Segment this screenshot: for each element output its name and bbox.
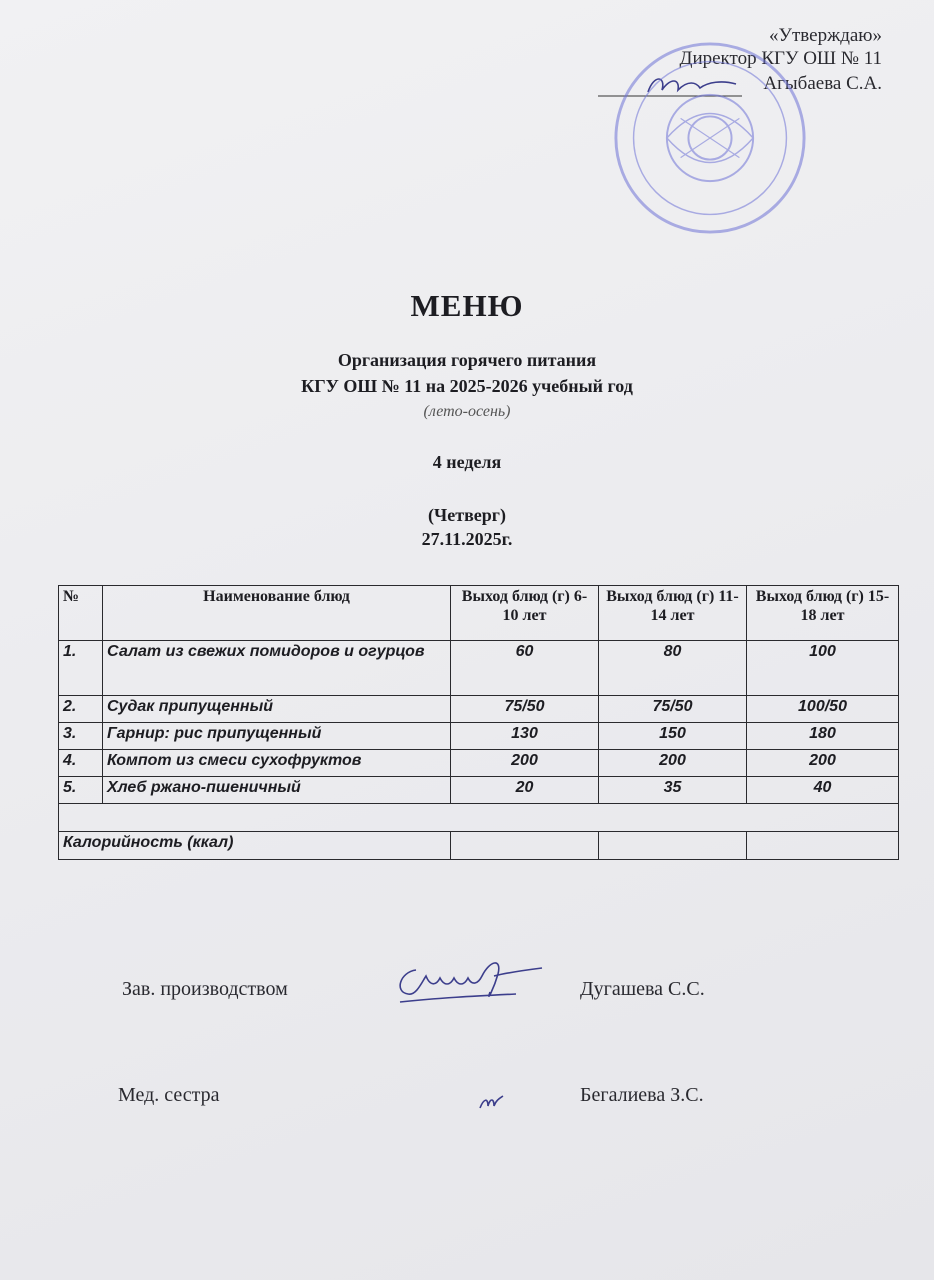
table-row xyxy=(59,750,899,777)
row-no: 5. xyxy=(59,777,103,804)
menu-table xyxy=(58,585,899,860)
table-header-row xyxy=(59,586,899,641)
calories-row xyxy=(59,832,899,860)
row-value-6-10: 200 xyxy=(451,750,599,777)
date-label: 27.11.2025г. xyxy=(421,529,513,549)
approval-name: Агыбаева С.А. xyxy=(763,73,882,94)
row-value-15-18: 180 xyxy=(747,723,899,750)
page-title: МЕНЮ xyxy=(410,288,524,323)
row-value-6-10: 75/50 xyxy=(451,696,599,723)
row-name: Гарнир: рис припущенный xyxy=(103,723,451,750)
row-no: 2. xyxy=(59,696,103,723)
calories-value-11-14 xyxy=(599,832,747,860)
row-value-6-10: 130 xyxy=(451,723,599,750)
row-value-11-14: 35 xyxy=(599,777,747,804)
subtitle-line1: Организация горячего питания xyxy=(337,350,597,370)
row-value-15-18: 40 xyxy=(747,777,899,804)
row-value-11-14: 80 xyxy=(599,641,747,696)
nurse-name: Бегалиева З.С. xyxy=(580,1084,704,1106)
row-value-11-14: 75/50 xyxy=(599,696,747,723)
row-name: Судак припущенный xyxy=(103,696,451,723)
table-row xyxy=(59,641,899,696)
official-stamp-icon xyxy=(612,40,808,236)
row-value-15-18: 100 xyxy=(747,641,899,696)
header-col3: Выход блюд (г) 15-18 лет xyxy=(747,586,899,641)
header-col2: Выход блюд (г) 11-14 лет xyxy=(599,586,747,641)
header-no: № xyxy=(59,586,103,641)
calories-value-6-10 xyxy=(451,832,599,860)
table-empty-row xyxy=(59,804,899,832)
production-label: Зав. производством xyxy=(122,978,288,1000)
season-label: (лето-осень) xyxy=(423,403,511,420)
header-col1: Выход блюд (г) 6-10 лет xyxy=(451,586,599,641)
row-no: 4. xyxy=(59,750,103,777)
approval-position: Директор КГУ ОШ № 11 xyxy=(679,48,882,69)
day-label: (Четверг) xyxy=(428,505,506,525)
calories-label: Калорийность (ккал) xyxy=(59,832,451,860)
row-value-15-18: 200 xyxy=(747,750,899,777)
subtitle-line2: КГУ ОШ № 11 на 2025-2026 учебный год xyxy=(301,376,633,396)
row-no: 3. xyxy=(59,723,103,750)
nurse-label: Мед. сестра xyxy=(118,1084,220,1106)
header-name: Наименование блюд xyxy=(103,586,451,641)
row-name: Салат из свежих помидоров и огурцов xyxy=(103,641,451,696)
row-value-15-18: 100/50 xyxy=(747,696,899,723)
production-name: Дугашева С.С. xyxy=(580,978,705,1000)
row-value-6-10: 20 xyxy=(451,777,599,804)
table-row xyxy=(59,696,899,723)
empty-cell xyxy=(59,804,899,832)
row-value-11-14: 200 xyxy=(599,750,747,777)
week-label: 4 неделя xyxy=(432,452,502,472)
row-value-6-10: 60 xyxy=(451,641,599,696)
calories-value-15-18 xyxy=(747,832,899,860)
table-row xyxy=(59,723,899,750)
approval-label: «Утверждаю» xyxy=(769,25,882,46)
row-value-11-14: 150 xyxy=(599,723,747,750)
production-signature-icon xyxy=(386,952,546,1008)
table-row xyxy=(59,777,899,804)
row-name: Компот из смеси сухофруктов xyxy=(103,750,451,777)
row-no: 1. xyxy=(59,641,103,696)
nurse-signature-icon xyxy=(476,1092,506,1114)
row-name: Хлеб ржано-пшеничный xyxy=(103,777,451,804)
